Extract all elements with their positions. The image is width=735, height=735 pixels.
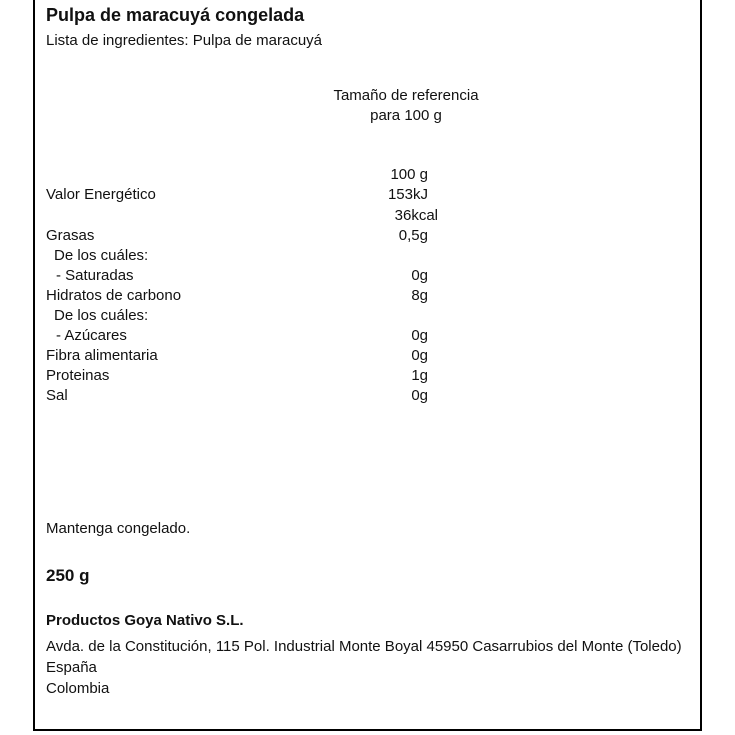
column-header: 100 g <box>390 166 428 183</box>
reference-size-line2: para 100 g <box>370 107 442 124</box>
net-weight: 250 g <box>46 566 90 585</box>
energy-label: Valor Energético <box>46 186 156 203</box>
saturated-label: - Saturadas <box>56 267 134 284</box>
salt-value: 0g <box>411 387 428 404</box>
fat-value: 0,5g <box>398 227 428 244</box>
carbs-value: 8g <box>411 287 428 304</box>
protein-label: Proteinas <box>46 367 110 384</box>
fat-sub-header: De los cuáles: <box>54 247 149 264</box>
reference-size-line1: Tamaño de referencia <box>333 87 479 104</box>
energy-kcal-value: 36kcal <box>394 207 438 224</box>
country-of-origin: Colombia <box>46 680 110 697</box>
storage-instructions: Mantenga congelado. <box>46 520 191 537</box>
company-name: Productos Goya Nativo S.L. <box>46 612 244 629</box>
sugars-value: 0g <box>411 327 428 344</box>
energy-kj-value: 153kJ <box>387 186 428 203</box>
fibre-value: 0g <box>411 347 428 364</box>
fibre-label: Fibra alimentaria <box>46 347 158 364</box>
salt-label: Sal <box>46 387 68 404</box>
carbs-sub-header: De los cuáles: <box>54 307 149 324</box>
reference-size <box>300 86 512 126</box>
protein-value: 1g <box>411 367 428 384</box>
ingredients-list: Lista de ingredientes: Pulpa de maracuyá <box>46 32 323 49</box>
product-title: Pulpa de maracuyá congelada <box>46 5 305 25</box>
carbs-label: Hidratos de carbono <box>46 287 182 304</box>
saturated-value: 0g <box>411 267 428 284</box>
fat-label: Grasas <box>46 227 95 244</box>
sugars-label: - Azúcares <box>56 327 127 344</box>
company-address: Avda. de la Constitución, 115 Pol. Industrial Monte Boyal 45950 Casarrubios del Monte (Toledo) España <box>46 638 682 676</box>
